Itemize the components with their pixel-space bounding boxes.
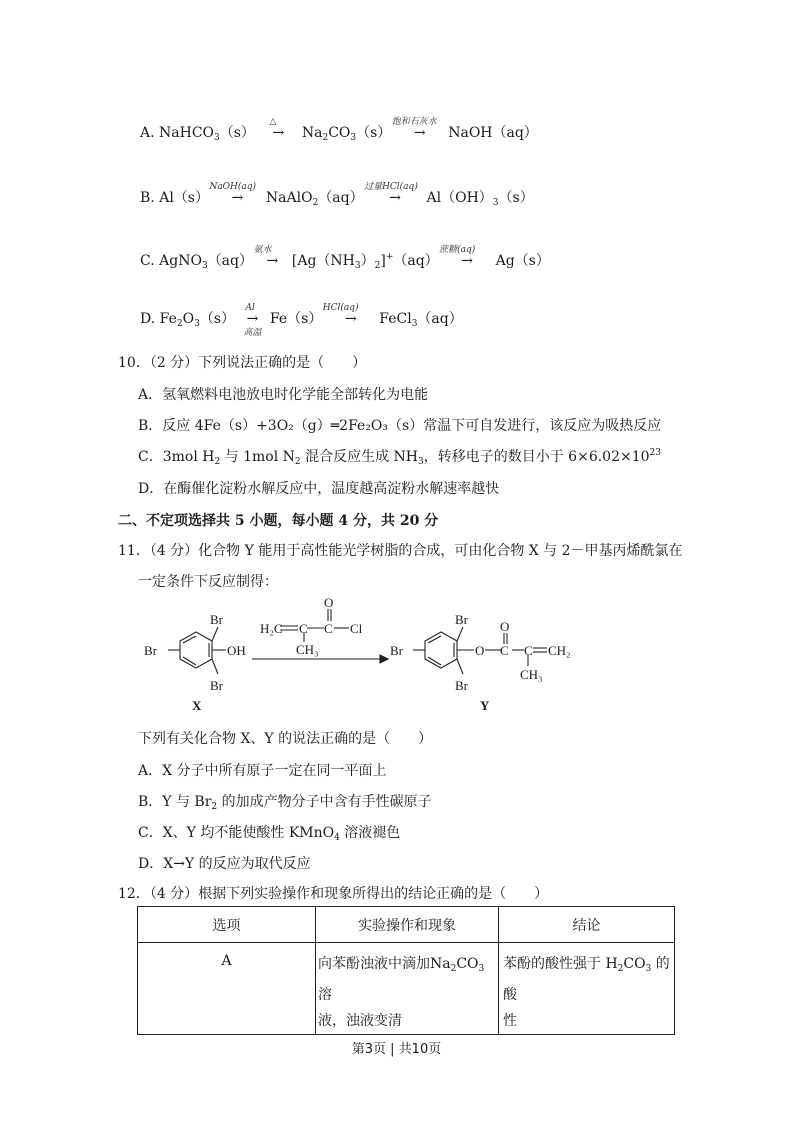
q9-option-d: D. $Fe_2O_3(s)$ Al → 高温 Fe（s） HCl(aq) → FeCl$_3$（aq） (140, 303, 463, 338)
reagent-o: O (324, 595, 334, 610)
q10-option-c: C．3mol $H_2$ 与 1mol $N_2$ 混合反应生成 $NH_3$，转移电子的数目小于 $6\times 6.02\times 10^{23}$ (138, 448, 661, 467)
table-header-row (138, 907, 675, 943)
q11-stem-line2: 一定条件下反应制得： (138, 574, 278, 590)
reagent-cl: Cl (350, 621, 363, 636)
q11-option-b: B．Y 与 $Br_2$ 的加成产物分子中含有手性碳原子 (138, 794, 432, 812)
page-footer: 第3页 | 共10页 (351, 1042, 442, 1057)
reaction-arrow: Al → 高温 (243, 303, 262, 338)
x-br-bottom: Br (210, 678, 223, 693)
y-br-bottom: Br (455, 678, 468, 693)
x-br-top: Br (210, 612, 223, 627)
reagent-h2c: H₂C (260, 621, 283, 636)
x-benzene-ring (180, 632, 212, 668)
q10-option-b: B．反应 4Fe（s）+3O₂（g）═2Fe₂O₃（s）常温下可自发进行，该反应为吸热反应 (138, 418, 662, 434)
reaction-arrow: 过量HCl(aq) → (364, 182, 418, 206)
reaction-arrow: 氨水 → (253, 245, 279, 269)
q9-option-a: A. NaHCO$_3$（s） △ → $Na_2CO_3(s)$ 饱和石灰水 → NaOH（aq） (140, 117, 538, 143)
q11-option-a: A．X 分子中所有原子一定在同一平面上 (138, 763, 387, 779)
y-o: O (475, 643, 485, 658)
reaction-arrow: 饱和石灰水 → (391, 117, 437, 141)
y-benzene-ring (425, 632, 457, 668)
y-br-top: Br (455, 612, 468, 627)
y-c2: C (524, 643, 533, 658)
reaction-arrow: HCl(aq) → (322, 303, 359, 327)
x-label: X (192, 698, 202, 713)
reagent-c2: C (324, 621, 333, 636)
y-br-left: Br (390, 643, 403, 658)
reaction-arrow: △ → (269, 117, 285, 141)
row-a-option: A (138, 943, 316, 1035)
reagent-ch3: CH₃ (296, 642, 319, 657)
x-oh: OH (227, 643, 246, 658)
reaction-arrow: NaOH(aq) → (209, 182, 257, 206)
reaction-arrow: 蔗糖(aq) → (439, 245, 476, 269)
q11-stem-line1: 11．（4 分）化合物 Y 能用于高性能光学树脂的合成，可由化合物 X 与 2－甲基丙烯酰氯在 (118, 543, 683, 559)
y-ch3: CH₃ (520, 667, 543, 682)
q10-stem: 10．（2 分）下列说法正确的是（ ） (118, 355, 367, 371)
q11-option-d: D．X→Y 的反应为取代反应 (138, 856, 311, 872)
q9-option-c: C. AgNO$_3$（aq） 氨水 → $[Ag(NH_3)_2]^+(aq)$ 蔗糖(aq) → Ag（s） (140, 245, 550, 271)
reaction-scheme-diagram (140, 595, 580, 720)
row-a-operation: 向苯酚浊液中滴加$Na_2CO_3$溶 液，浊液变清 (316, 943, 499, 1035)
q12-table (137, 906, 675, 1035)
q11-prompt: 下列有关化合物 X、Y 的说法正确的是（ ） (138, 731, 433, 747)
q12-stem: 12．（4 分）根据下列实验操作和现象所得出的结论正确的是（ ） (118, 886, 549, 902)
q11-option-c: C．X、Y 均不能使酸性 KMnO$_4$ 溶液褪色 (138, 825, 401, 843)
section-heading: 二、不定项选择共 5 小题，每小题 4 分，共 20 分 (118, 513, 439, 529)
y-c1: C (500, 643, 509, 658)
q10-option-d: D．在酶催化淀粉水解反应中，温度越高淀粉水解速率越快 (138, 481, 500, 497)
table-row (138, 943, 675, 1035)
q10-option-a: A．氢氧燃料电池放电时化学能全部转化为电能 (138, 387, 429, 403)
y-carbonyl-o: O (500, 619, 510, 634)
q9-option-b: B. Al（s） NaOH(aq) → NaAlO$_2$（aq） 过量HCl(aq) → $Al(OH)_3(s)$ (140, 182, 534, 208)
header-operation: 实验操作和现象 (316, 907, 499, 943)
row-a-conclusion: 苯酚的酸性强于 $H_2CO_3$ 的酸 性 (499, 943, 675, 1035)
y-label: Y (480, 698, 490, 713)
x-br-left: Br (144, 643, 157, 658)
header-option: 选项 (138, 907, 316, 943)
y-ch2: CH₂ (548, 643, 571, 658)
reagent-c1: C (299, 621, 308, 636)
header-conclusion: 结论 (499, 907, 675, 943)
